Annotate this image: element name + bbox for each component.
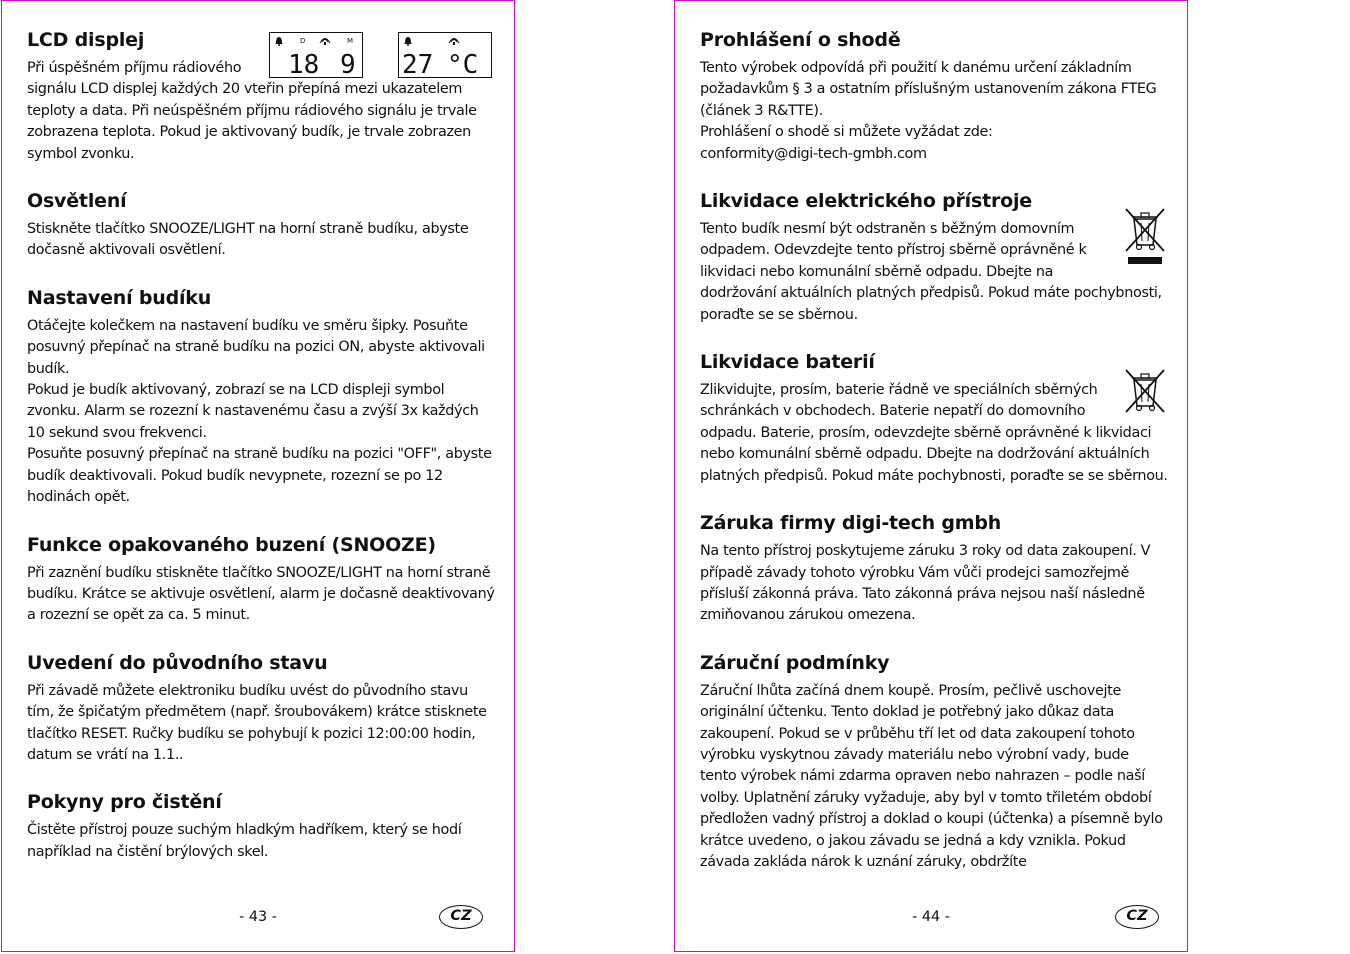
crossed-bin-icon — [1122, 205, 1168, 267]
section-title: Uvedení do původního stavu — [27, 651, 328, 674]
section-title: Pokyny pro čistění — [27, 791, 222, 814]
section-text: Otáčejte kolečkem na nastavení budíku ve směru šipky. Posuňte posuvný přepínač na straně budíku na pozici ON, abyste aktivovali budík. Pokud je budík aktivovaný, zobrazí se na LCD displeji symbol zvonku. Alarm se rozezní k nastavenému času a zvýší 3x každých 10 sekund svou frekvenci. Posuňte posuvný přepínač na straně budíku na pozici "OFF", abyste budík deaktivovali. Pokud budík nevypnete, rozezní se po 12 hodinách opět. — [27, 317, 492, 506]
lcd-temperature-display — [398, 32, 492, 78]
section-text: Při závadě můžete elektroniku budíku uvést do původního stavu tím, že špičatým předmětem (např. šroubovákem) krátce stisknete tlačítko RESET. Ručky budíku se pohybují k pozici 12:00:00 hodin, datum se vrátí na 1.1.. — [27, 682, 487, 763]
section-text: Záruční lhůta začíná dnem koupě. Prosím, pečlivě uschovejte originální účtenku. Tento doklad je potřebný jako důkaz data zakoupení. Pokud se v průběhu tří let od data zakoupení tohoto výrobku vyskytnou závady materiálu nebo výrobní vady, bude tento výrobek námi zdarma opraven nebo nahrazen – podle naší volby. Uplatnění záruky vyžaduje, aby byl v tomto třiletém období předložen vadný přístroj a doklad o koupi (účtenka) a písemně bylo krátce uvedeno, o jakou závadu se jedná a kdy vznikla. Pokud závada zakláda nárok k uznání záruky, obdržíte — [700, 682, 1163, 870]
lcd-month-value: 9 — [340, 50, 356, 77]
section-text: Tento výrobek odpovídá při použití k danému určení základním požadavkům § 3 a ostatním příslušným ustanovením zákona FTEG (článek 3 R&TTE). Prohlášení o shodě si můžete vyžádat zde: conformity@digi-tech-gmbh.com — [700, 60, 1157, 162]
lcd-temp-value: 27 — [402, 50, 434, 77]
section-title: Záruka firmy digi-tech gmbh — [700, 512, 1002, 535]
section-reset — [27, 650, 495, 767]
section-title: Prohlášení o shodě — [700, 29, 901, 51]
lcd-label-m: M — [347, 37, 354, 45]
lcd-temp-unit: °C — [447, 50, 479, 77]
section-title: LCD displej — [27, 29, 145, 51]
section-text: Na tento přístroj poskytujeme záruku 3 roky od data zakoupení. V případě závady tohoto výrobku Vám vůči prodejci samozřejmě přísluší zákonná práva. Tato zákonná práva nejsou naší následně zmiňovanou zárukou omezena. — [700, 543, 1151, 624]
lcd-illustrations — [269, 26, 495, 78]
lcd-day-value: 18 — [288, 50, 320, 77]
section-cleaning — [27, 789, 495, 863]
section-lighting — [27, 188, 495, 262]
section-text: Zlikvidujte, prosím, baterie řádně ve speciálních sběrných schránkách v obchodech. Baterie nepatří do domovního odpadu. Baterie, prosím, odevzdejte sběrně oprávněné k likvidaci nebo komunální sběrně odpadu. Dbejte na dodržování aktuálních platných předpisů. Pokud máte pochybnosti, poraďte se se sběrnou. — [700, 382, 1168, 484]
section-text: Při zaznění budíku stiskněte tlačítko SNOOZE/LIGHT na horní straně budíku. Krátce se aktivuje osvětlení, alarm je dočasně deaktivovaný a rozezní se opět za ca. 5 minut. — [27, 564, 495, 624]
lcd-label-d: D — [300, 37, 306, 45]
section-battery-disposal — [700, 349, 1168, 487]
section-text: Tento budík nesmí být odstraněn s běžným domovním odpadem. Odevzdejte tento přístroj sběrně oprávněné k likvidaci nebo komunální sběrně odpadu. Dbejte na dodržování aktuálních platných předpisů. Pokud máte pochybnosti, poraďte se se sběrnou. — [700, 221, 1162, 323]
page-content — [27, 27, 495, 886]
section-title: Záruční podmínky — [700, 651, 890, 674]
section-declaration-of-conformity — [700, 27, 1168, 165]
lcd-date-display — [269, 32, 363, 78]
section-text: Stiskněte tlačítko SNOOZE/LIGHT na horní straně budíku, abyste dočasně aktivovali osvětlení. — [27, 221, 469, 259]
section-title: Nastavení budíku — [27, 286, 212, 309]
section-device-disposal — [700, 188, 1168, 326]
section-text: Čistěte přístroj pouze suchým hladkým hadříkem, který se hodí například na čistění brýlových skel. — [27, 822, 462, 860]
section-lcd-display — [27, 27, 495, 165]
page-number: - 43 - — [239, 909, 277, 925]
manual-page-44 — [674, 0, 1188, 952]
section-alarm-setting — [27, 285, 495, 509]
page-footer — [675, 905, 1187, 933]
page-number: - 44 - — [912, 909, 950, 925]
page-footer — [2, 905, 514, 933]
section-warranty-conditions — [700, 650, 1168, 874]
page-content — [700, 27, 1168, 896]
language-badge: CZ — [1115, 905, 1159, 929]
language-badge: CZ — [439, 905, 483, 929]
section-title: Likvidace elektrického přístroje — [700, 190, 1032, 213]
section-text: Při úspěšném příjmu rádiového signálu LCD displej každých 20 vteřin přepíná mezi ukazatelem teploty a data. Při neúspěšném příjmu rádiového signálu je trvale zobrazena teplota. Pokud je aktivovaný budík, je trvale zobrazen symbol zvonku. — [27, 60, 477, 162]
section-title: Funkce opakovaného buzení (SNOOZE) — [27, 533, 436, 556]
section-title: Osvětlení — [27, 190, 127, 213]
manual-page-43 — [1, 0, 515, 952]
crossed-bin-icon — [1122, 366, 1168, 414]
section-title: Likvidace baterií — [700, 351, 875, 374]
section-snooze — [27, 532, 495, 627]
section-warranty — [700, 510, 1168, 627]
